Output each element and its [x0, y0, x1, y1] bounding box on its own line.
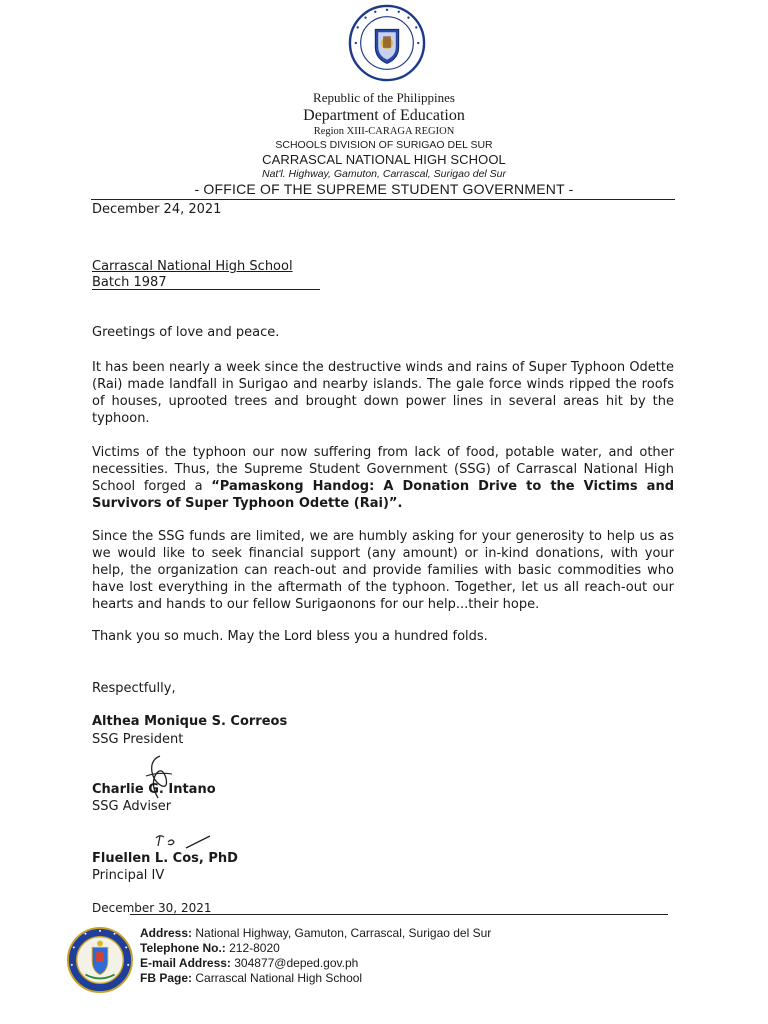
fb-value: Carrascal National High School	[192, 971, 363, 985]
second-date: December 30, 2021	[92, 901, 212, 915]
signatory-1-title: SSG President	[92, 732, 184, 747]
paragraph-2	[92, 444, 674, 512]
header-divider	[91, 199, 675, 200]
email-value: 304877@deped.gov.ph	[230, 956, 359, 970]
address-label: Address:	[140, 926, 193, 940]
thanks-line: Thank you so much. May the Lord bless you a hundred folds.	[92, 629, 488, 644]
greeting: Greetings of love and peace.	[92, 325, 280, 340]
signatory-1-name: Althea Monique S. Correos	[92, 714, 288, 729]
fb-label: FB Page:	[140, 971, 193, 985]
department-heading: Department of Education	[303, 107, 465, 124]
deped-seal-icon	[348, 4, 426, 82]
signatory-3-title: Principal IV	[92, 868, 165, 883]
phone-value: 212-8020	[225, 941, 280, 955]
office-heading: - OFFICE OF THE SUPREME STUDENT GOVERNMENT -	[194, 181, 574, 197]
division-heading: SCHOOLS DIVISION OF SURIGAO DEL SUR	[275, 139, 493, 151]
letter-date: December 24, 2021	[92, 202, 222, 217]
paragraph-3: Since the SSG funds are limited, we are humbly asking for your generosity to help us as we would like to seek financial support (any amount) or in-kind donations, with your help, the organization can reach-out and provide families with basic commodities who have lost everything in the aftermath of the typhoon. Together, let us all reach-out our hearts and hands to our fellow Surigaonons for our help...their hope.	[92, 529, 674, 612]
region-heading: Region XIII-CARAGA REGION	[313, 126, 455, 137]
phone-label: Telephone No.:	[140, 941, 226, 955]
paragraph-1: It has been nearly a week since the destructive winds and rains of Super Typhoon Odette (Rai) made landfall in Surigao and nearby islands. The gale force winds ripped the roofs of houses, uprooted trees and brought down power lines in several areas hit by the typhoon.	[92, 360, 674, 426]
donation-drive-title: “Pamaskong Handog: A Donation Drive to the Victims and Survivors of Super Typhoon Odette (Rai)”.	[92, 479, 675, 511]
footer-divider	[130, 914, 668, 915]
school-logo-icon	[66, 926, 134, 994]
footer-address	[140, 926, 491, 941]
recipient-underline	[92, 289, 320, 290]
signatory-2-title: SSG Adviser	[92, 799, 172, 814]
signatory-3-name: Fluellen L. Cos, PhD	[92, 851, 238, 866]
paragraph-2-text: Victims of the typhoon our now suffering from lack of food, potable water, and other necessities. Thus, the Supreme Student Government (SSG) of Carrascal National High School forged a	[92, 445, 674, 494]
email-label: E-mail Address:	[140, 956, 231, 970]
school-heading: CARRASCAL NATIONAL HIGH SCHOOL	[262, 152, 506, 167]
footer-email	[140, 956, 358, 971]
footer-phone	[140, 941, 280, 956]
address-value: National Highway, Gamuton, Carrascal, Surigao del Sur	[192, 926, 492, 940]
recipient-line2: Batch 1987	[92, 275, 167, 290]
signatory-2-name: Charlie G. Intano	[92, 782, 216, 797]
republic-heading: Republic of the Philippines	[313, 90, 455, 105]
principal-initials	[150, 832, 212, 852]
footer-fb	[140, 971, 362, 986]
recipient-line1: Carrascal National High School	[92, 259, 293, 274]
school-address: Nat'l. Highway, Gamuton, Carrascal, Surigao del Sur	[262, 168, 506, 180]
closing: Respectfully,	[92, 681, 176, 696]
